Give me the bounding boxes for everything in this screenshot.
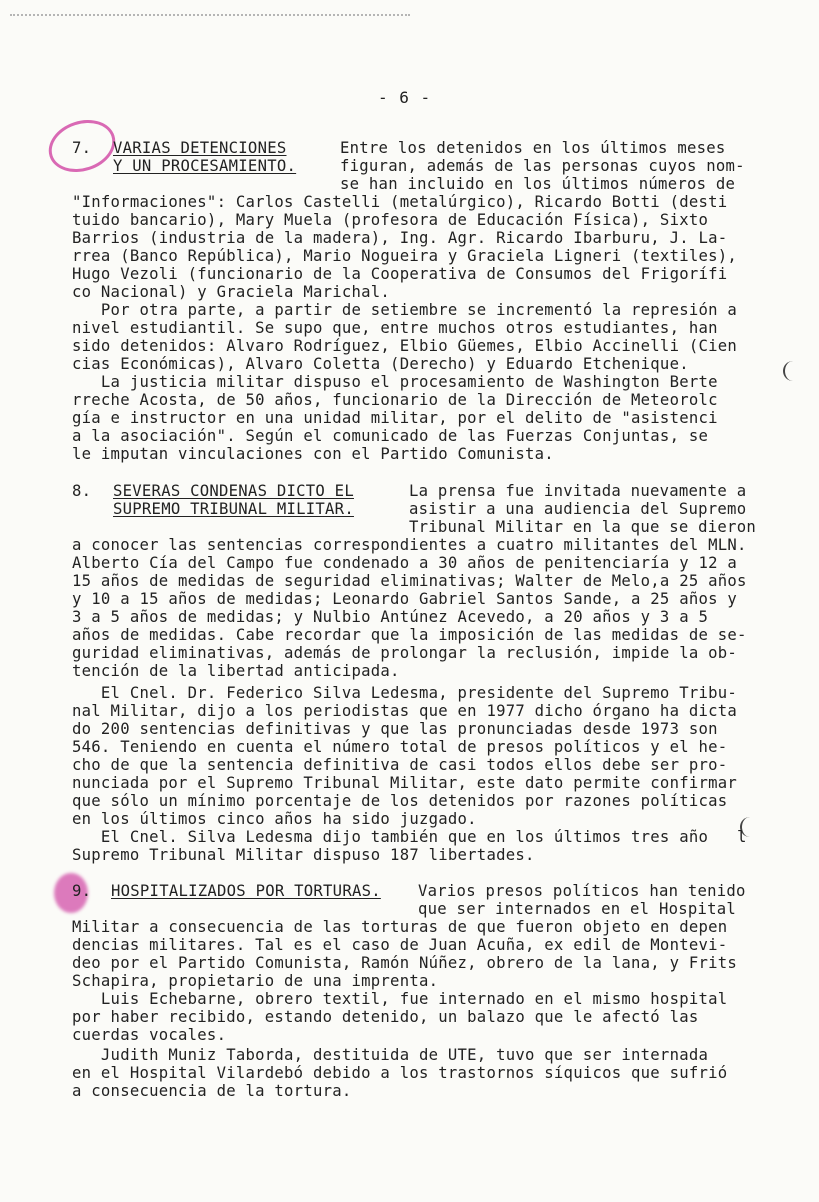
- body-line: y 10 a 15 años de medidas; Leonardo Gabriel Santos Sande, a 25 años y: [72, 590, 738, 608]
- body-line: Alberto Cía del Campo fue condenado a 30 años de penitenciaría y 12 a: [72, 554, 738, 572]
- body-line: tuido bancario), Mary Muela (profesora de Educación Física), Sixto: [72, 211, 709, 229]
- body-line: que sólo un mínimo porcentaje de los detenidos por razones políticas: [72, 792, 728, 810]
- section-intro-line: Entre los detenidos en los últimos meses: [340, 139, 726, 157]
- body-line: El Cnel. Dr. Federico Silva Ledesma, presidente del Supremo Tribu-: [72, 684, 738, 702]
- body-line: "Informaciones": Carlos Castelli (metalúrgico), Ricardo Botti (desti: [72, 193, 728, 211]
- body-line: sido detenidos: Alvaro Rodríguez, Elbio Güemes, Elbio Accinelli (Cien: [72, 337, 738, 355]
- body-line: Luis Echebarne, obrero textil, fue internado en el mismo hospital: [72, 990, 728, 1008]
- section-heading-line: VARIAS DETENCIONES: [113, 139, 287, 157]
- section-intro-line: figuran, además de las personas cuyos nom-: [340, 157, 745, 175]
- body-line: tención de la libertad anticipada.: [72, 662, 400, 680]
- section-intro-line: Varios presos políticos han tenido: [418, 882, 746, 900]
- body-line: deo por el Partido Comunista, Ramón Núñez, obrero de la lana, y Frits: [72, 954, 738, 972]
- body-line: Hugo Vezoli (funcionario de la Cooperativa de Consumos del Frigorífi: [72, 265, 728, 283]
- section-number: 8.: [72, 482, 92, 500]
- body-line: años de medidas. Cabe recordar que la imposición de las medidas de se-: [72, 626, 747, 644]
- body-line: cuerdas vocales.: [72, 1026, 227, 1044]
- body-line: La justicia militar dispuso el procesamiento de Washington Berte: [72, 373, 718, 391]
- body-line: Por otra parte, a partir de setiembre se incrementó la represión a: [72, 301, 738, 319]
- body-line: 15 años de medidas de seguridad eliminativas; Walter de Melo,a 25 años: [72, 572, 747, 590]
- section-intro-line: asistir a una audiencia del Supremo: [409, 500, 747, 518]
- body-line: a consecuencia de la tortura.: [72, 1082, 352, 1100]
- body-line: a la asociación". Según el comunicado de las Fuerzas Conjuntas, se: [72, 427, 709, 445]
- body-line: en el Hospital Vilardebó debido a los trastornos síquicos que sufrió: [72, 1064, 728, 1082]
- section-heading-line: Y UN PROCESAMIENTO.: [113, 157, 297, 175]
- section-number: 7.: [72, 139, 92, 157]
- body-line: Supremo Tribunal Militar dispuso 187 libertades.: [72, 846, 535, 864]
- body-line: co Nacional) y Graciela Marichal.: [72, 283, 391, 301]
- body-line: nivel estudiantil. Se supo que, entre muchos otros estudiantes, han: [72, 319, 718, 337]
- body-line: a conocer las sentencias correspondientes a cuatro militantes del MLN.: [72, 536, 747, 554]
- body-line: nunciada por el Supremo Tribunal Militar, este dato permite confirmar: [72, 774, 738, 792]
- body-line: Judith Muniz Taborda, destituida de UTE, tuvo que ser internada: [72, 1046, 709, 1064]
- body-line: cias Económicas), Alvaro Coletta (Derecho) y Eduardo Etchenique.: [72, 355, 689, 373]
- body-line: gía e instructor en una unidad militar, por el delito de "asistenci: [72, 409, 718, 427]
- body-line: nal Militar, dijo a los periodistas que en 1977 dicho órgano ha dicta: [72, 702, 738, 720]
- section-number: 9.: [72, 882, 92, 900]
- body-line: Barrios (industria de la madera), Ing. Agr. Ricardo Ibarburu, J. La-: [72, 229, 728, 247]
- margin-bracket-mark: [783, 361, 795, 381]
- body-line: rrea (Banco República), Mario Nogueira y Graciela Ligneri (textiles),: [72, 247, 738, 265]
- body-line: dencias militares. Tal es el caso de Juan Acuña, ex edil de Montevi-: [72, 936, 728, 954]
- body-line: El Cnel. Silva Ledesma dijo también que en los últimos tres año l: [72, 828, 747, 846]
- body-line: Schapira, propietario de una imprenta.: [72, 972, 439, 990]
- page-number: - 6 -: [378, 88, 432, 107]
- body-line: do 200 sentencias definitivas y que las pronunciadas desde 1973 son: [72, 720, 718, 738]
- section-heading-line: SUPREMO TRIBUNAL MILITAR.: [113, 500, 354, 518]
- body-line: en los últimos cinco años ha sido juzgado.: [72, 810, 477, 828]
- body-line: 3 a 5 años de medidas; y Nulbio Antúnez Acevedo, a 20 años y 3 a 5: [72, 608, 709, 626]
- top-scan-rule: [10, 14, 410, 16]
- body-line: por haber recibido, estando detenido, un balazo que le afectó las: [72, 1008, 699, 1026]
- body-line: rreche Acosta, de 50 años, funcionario de la Dirección de Meteorolc: [72, 391, 718, 409]
- body-line: Militar a consecuencia de las torturas de que fueron objeto en depen: [72, 918, 728, 936]
- section-intro-line: La prensa fue invitada nuevamente a: [409, 482, 747, 500]
- body-line: 546. Teniendo en cuenta el número total de presos políticos y el he-: [72, 738, 728, 756]
- section-intro-line: Tribunal Militar en la que se dieron: [409, 518, 756, 536]
- section-intro-line: que ser internados en el Hospital: [418, 900, 737, 918]
- section-heading-line: SEVERAS CONDENAS DICTO EL: [113, 482, 354, 500]
- body-line: le imputan vinculaciones con el Partido Comunista.: [72, 445, 554, 463]
- body-line: cho de que la sentencia definitiva de casi todos ellos debe ser pro-: [72, 756, 728, 774]
- body-line: guridad eliminativas, además de prolongar la reclusión, impide la ob-: [72, 644, 738, 662]
- section-intro-line: se han incluido en los últimos números de: [340, 175, 736, 193]
- section-heading-line: HOSPITALIZADOS POR TORTURAS.: [111, 882, 381, 900]
